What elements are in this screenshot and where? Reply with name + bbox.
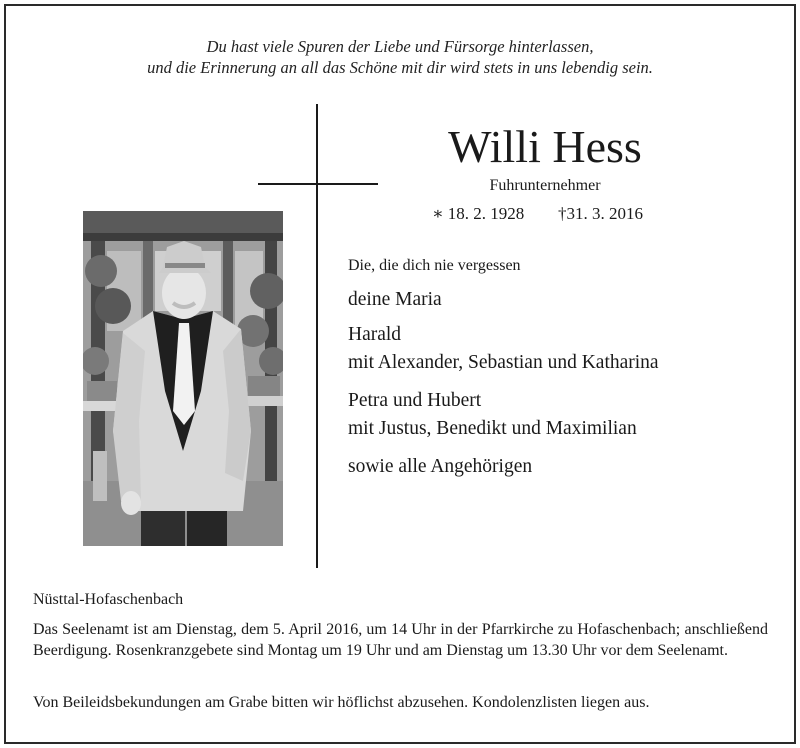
mourner-line: deine Maria [348, 289, 442, 310]
motto-line-1: Du hast viele Spuren der Liebe und Fürsorge hinterlassen, [206, 37, 594, 56]
birth-date: ∗ 18. 2. 1928 [432, 204, 525, 223]
mourner-line: Petra und Hubert [348, 390, 482, 411]
closing-note: Von Beileidsbekundungen am Grabe bitten wir höflichst abzusehen. Kondolenzlisten liegen aus. [33, 694, 650, 711]
mourners-intro: Die, die dich nie vergessen [348, 257, 521, 274]
mourner-line: mit Alexander, Sebastian und Katharina [348, 352, 659, 373]
mourner-line: sowie alle Angehörigen [348, 456, 533, 477]
cross-vertical-bar [316, 104, 318, 568]
portrait-photo [83, 211, 283, 546]
deceased-name: Willi Hess [448, 121, 642, 172]
mourner-line: Harald [348, 324, 402, 345]
service-details: Das Seelenamt ist am Dienstag, dem 5. April 2016, um 14 Uhr in der Pfarrkirche zu Hofaschenbach; anschließend Beerdigung. Rosenkranzgebete sind Montag um 19 Uhr und am Dienstag um 13.30 Uhr vor dem Seelenamt. [33, 621, 768, 659]
death-date: †31. 3. 2016 [558, 204, 643, 223]
cross-horizontal-bar [258, 183, 378, 185]
location: Nüsttal-Hofaschenbach [33, 591, 184, 608]
deceased-profession: Fuhrunternehmer [489, 177, 601, 194]
mourner-line: mit Justus, Benedikt und Maximilian [348, 418, 637, 439]
motto-line-2: und die Erinnerung an all das Schöne mit dir wird stets in uns lebendig sein. [147, 58, 653, 77]
